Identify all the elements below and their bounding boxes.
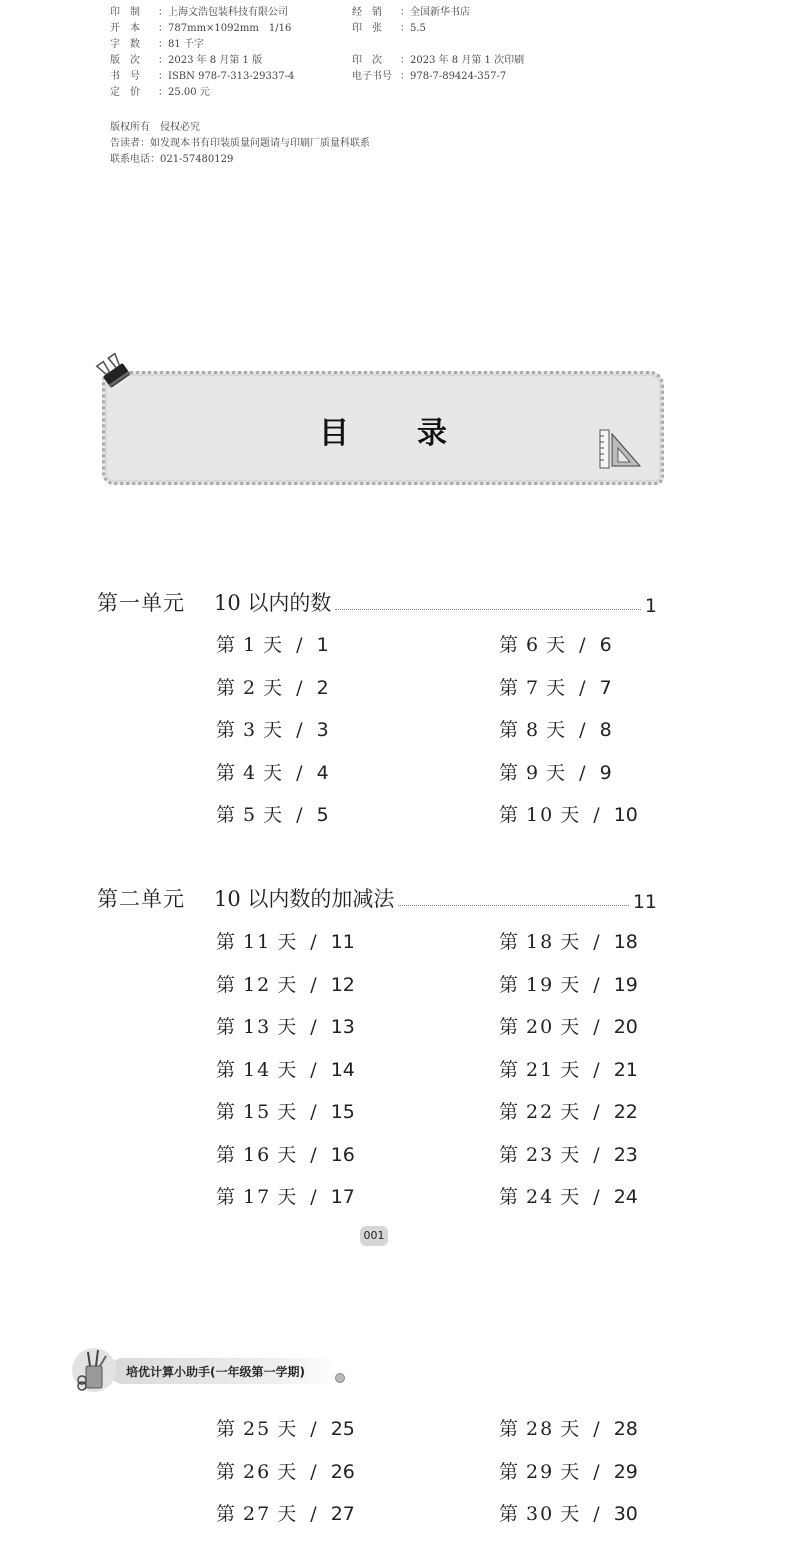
day-number: 3	[243, 719, 258, 741]
separator-slash: /	[302, 1460, 327, 1483]
day-number: 16	[243, 1143, 272, 1166]
day-suffix: 天	[560, 1101, 582, 1123]
toc-entry[interactable]	[499, 1499, 638, 1526]
day-prefix: 第	[499, 931, 521, 953]
day-suffix: 天	[263, 719, 285, 741]
stationery-cup-icon	[70, 1346, 122, 1394]
day-number: 18	[526, 931, 555, 953]
day-number: 12	[243, 973, 272, 996]
day-prefix: 第	[216, 1418, 238, 1440]
entry-page-number: 17	[330, 1186, 355, 1208]
entry-page-number: 22	[613, 1101, 638, 1123]
entry-page-number: 2	[316, 676, 329, 699]
toc-entry[interactable]	[216, 1414, 355, 1441]
unit-title: 10 以内的数	[214, 591, 332, 615]
toc-entry[interactable]	[216, 927, 355, 954]
entry-page-number: 16	[330, 1143, 355, 1166]
day-suffix: 天	[277, 973, 299, 996]
entry-page-number: 19	[613, 973, 638, 996]
day-suffix: 天	[277, 1101, 299, 1123]
day-prefix: 第	[499, 1460, 521, 1483]
day-prefix: 第	[499, 634, 521, 656]
day-suffix: 天	[546, 634, 568, 656]
toc-entry[interactable]	[499, 1140, 638, 1167]
separator-slash: /	[585, 973, 610, 996]
day-prefix: 第	[499, 1143, 521, 1166]
toc-entry[interactable]	[216, 1457, 355, 1484]
unit-page-number: 11	[632, 891, 657, 913]
separator-slash: /	[288, 761, 313, 784]
unit-label: 第一单元	[97, 591, 185, 615]
toc-entry[interactable]	[499, 758, 612, 785]
day-prefix: 第	[499, 676, 521, 699]
separator-slash: /	[302, 973, 327, 996]
day-prefix: 第	[216, 676, 238, 699]
entry-page-number: 13	[330, 1016, 355, 1038]
separator-slash: /	[288, 634, 313, 656]
day-suffix: 天	[277, 1143, 299, 1166]
separator-slash: /	[571, 761, 596, 784]
day-prefix: 第	[216, 1460, 238, 1483]
day-number: 21	[526, 1058, 555, 1081]
toc-entry[interactable]	[499, 1414, 638, 1441]
colophon-distributor: 经 销 ：全国新华书店	[352, 7, 470, 18]
copyright-line: 版权所有 侵权必究	[110, 122, 200, 133]
toc-entry[interactable]	[216, 1140, 355, 1167]
separator-slash: /	[585, 1101, 610, 1123]
entry-page-number: 12	[330, 973, 355, 996]
separator-slash: /	[585, 1503, 610, 1525]
entry-page-number: 11	[330, 931, 355, 953]
day-suffix: 天	[560, 1058, 582, 1081]
day-prefix: 第	[216, 1503, 238, 1525]
day-number: 17	[243, 1186, 272, 1208]
day-prefix: 第	[499, 1016, 521, 1038]
bullet-dot-icon	[335, 1373, 345, 1383]
toc-entry[interactable]	[499, 970, 638, 997]
separator-slash: /	[302, 1016, 327, 1038]
day-suffix: 天	[277, 1016, 299, 1038]
unit-label: 第二单元	[97, 887, 185, 911]
day-prefix: 第	[216, 804, 238, 826]
separator-slash: /	[302, 1418, 327, 1440]
day-suffix: 天	[560, 931, 582, 953]
day-prefix: 第	[499, 719, 521, 741]
day-suffix: 天	[560, 1503, 582, 1525]
day-number: 11	[243, 931, 272, 953]
colophon-isbn: 书 号 ：ISBN 978-7-313-29337-4	[110, 71, 295, 82]
unit-heading-2[interactable]	[97, 883, 657, 913]
day-number: 9	[526, 761, 541, 784]
entry-page-number: 27	[330, 1503, 355, 1525]
entry-page-number: 8	[599, 719, 612, 741]
day-suffix: 天	[546, 676, 568, 699]
separator-slash: /	[288, 804, 313, 826]
separator-slash: /	[288, 676, 313, 699]
day-number: 10	[526, 804, 555, 826]
unit-page-number: 1	[644, 595, 657, 617]
day-suffix: 天	[560, 973, 582, 996]
separator-slash: /	[585, 1418, 610, 1440]
day-number: 7	[526, 676, 541, 699]
toc-entry[interactable]	[216, 1097, 355, 1124]
day-prefix: 第	[499, 1101, 521, 1123]
day-prefix: 第	[499, 1186, 521, 1208]
separator-slash: /	[302, 1186, 327, 1208]
day-prefix: 第	[499, 1058, 521, 1081]
entry-page-number: 29	[613, 1460, 638, 1483]
contact-phone: 联系电话：021-57480129	[110, 154, 234, 165]
unit-heading-1[interactable]	[97, 587, 657, 617]
entry-page-number: 18	[613, 931, 638, 953]
colophon-sheets: 印 张 ：5.5	[352, 23, 426, 34]
entry-page-number: 23	[613, 1143, 638, 1166]
separator-slash: /	[302, 931, 327, 953]
entry-page-number: 24	[613, 1186, 638, 1208]
day-suffix: 天	[560, 1418, 582, 1440]
day-suffix: 天	[277, 1418, 299, 1440]
colophon-format: 开 本 ：787mm×1092mm 1/16	[110, 23, 292, 34]
day-prefix: 第	[216, 1186, 238, 1208]
day-prefix: 第	[499, 761, 521, 784]
day-number: 29	[526, 1460, 555, 1483]
separator-slash: /	[302, 1058, 327, 1081]
toc-title: 目录	[319, 416, 515, 451]
separator-slash: /	[302, 1503, 327, 1525]
toc-entry[interactable]	[216, 758, 329, 785]
entry-page-number: 7	[599, 676, 612, 699]
dot-leader	[335, 608, 641, 610]
day-number: 8	[526, 719, 541, 741]
day-suffix: 天	[560, 804, 582, 826]
day-suffix: 天	[277, 1058, 299, 1081]
toc-entry[interactable]	[499, 1012, 638, 1039]
day-number: 1	[243, 634, 258, 656]
day-suffix: 天	[560, 1143, 582, 1166]
toc-entry[interactable]	[216, 1499, 355, 1526]
separator-slash: /	[571, 719, 596, 741]
toc-entry[interactable]	[216, 970, 355, 997]
toc-entry[interactable]	[499, 630, 612, 657]
entry-page-number: 21	[613, 1058, 638, 1081]
toc-entry[interactable]	[499, 1182, 638, 1209]
day-suffix: 天	[560, 1460, 582, 1483]
day-number: 19	[526, 973, 555, 996]
dot-leader	[398, 904, 628, 906]
day-suffix: 天	[277, 1503, 299, 1525]
colophon-printing: 印 次 ：2023 年 8 月第 1 次印刷	[352, 55, 525, 66]
separator-slash: /	[585, 1016, 610, 1038]
day-suffix: 天	[277, 1186, 299, 1208]
entry-page-number: 25	[330, 1418, 355, 1440]
entry-page-number: 26	[330, 1460, 355, 1483]
colophon-edition: 版 次 ：2023 年 8 月第 1 版	[110, 55, 263, 66]
toc-entry[interactable]	[499, 800, 638, 827]
separator-slash: /	[571, 676, 596, 699]
day-number: 23	[526, 1143, 555, 1166]
entry-page-number: 30	[613, 1503, 638, 1525]
entry-page-number: 1	[316, 634, 329, 656]
separator-slash: /	[571, 634, 596, 656]
day-number: 14	[243, 1058, 272, 1081]
toc-entry[interactable]	[216, 800, 329, 827]
ruler-triangle-icon	[598, 428, 644, 470]
day-number: 22	[526, 1101, 555, 1123]
entry-page-number: 3	[316, 719, 329, 741]
entry-page-number: 10	[613, 804, 638, 826]
day-number: 15	[243, 1101, 272, 1123]
page-number-badge: 001	[360, 1226, 388, 1246]
entry-page-number: 4	[316, 761, 329, 784]
separator-slash: /	[585, 1058, 610, 1081]
toc-entry[interactable]	[216, 1055, 355, 1082]
unit-title: 10 以内数的加减法	[214, 887, 395, 911]
colophon-print: 印 制 ：上海文浩包装科技有限公司	[110, 7, 288, 18]
day-suffix: 天	[560, 1016, 582, 1038]
day-number: 6	[526, 634, 541, 656]
toc-entry[interactable]	[216, 630, 329, 657]
separator-slash: /	[302, 1143, 327, 1166]
entry-page-number: 20	[613, 1016, 638, 1038]
day-number: 28	[526, 1418, 555, 1440]
day-number: 13	[243, 1016, 272, 1038]
day-prefix: 第	[216, 1016, 238, 1038]
entry-page-number: 6	[599, 634, 612, 656]
day-suffix: 天	[263, 676, 285, 699]
day-suffix: 天	[546, 761, 568, 784]
day-number: 27	[243, 1503, 272, 1525]
day-suffix: 天	[263, 761, 285, 784]
day-number: 25	[243, 1418, 272, 1440]
day-prefix: 第	[499, 1503, 521, 1525]
separator-slash: /	[585, 931, 610, 953]
separator-slash: /	[585, 1460, 610, 1483]
day-suffix: 天	[277, 1460, 299, 1483]
day-suffix: 天	[560, 1186, 582, 1208]
day-prefix: 第	[216, 719, 238, 741]
toc-entry[interactable]	[499, 1457, 638, 1484]
toc-entry[interactable]	[499, 715, 612, 742]
separator-slash: /	[585, 1143, 610, 1166]
colophon-price: 定 价 ：25.00 元	[110, 87, 210, 98]
day-prefix: 第	[499, 1418, 521, 1440]
toc-entry[interactable]	[216, 1182, 355, 1209]
day-number: 2	[243, 676, 258, 699]
entry-page-number: 28	[613, 1418, 638, 1440]
entry-page-number: 9	[599, 761, 612, 784]
entry-page-number: 5	[316, 804, 329, 826]
toc-entry[interactable]	[499, 673, 612, 700]
day-prefix: 第	[216, 761, 238, 784]
toc-entry[interactable]	[499, 927, 638, 954]
colophon-ebook-number: 电子书号 ：978-7-89424-357-7	[352, 71, 507, 82]
toc-entry[interactable]	[216, 1012, 355, 1039]
day-suffix: 天	[263, 804, 285, 826]
day-prefix: 第	[216, 1143, 238, 1166]
toc-entry[interactable]	[499, 1097, 638, 1124]
day-number: 20	[526, 1016, 555, 1038]
day-prefix: 第	[499, 973, 521, 996]
day-number: 4	[243, 761, 258, 784]
running-header-title: 培优计算小助手(一年级第一学期)	[126, 1365, 305, 1379]
day-prefix: 第	[216, 931, 238, 953]
toc-banner	[102, 371, 664, 485]
day-prefix: 第	[216, 1101, 238, 1123]
binder-clip-icon	[95, 353, 135, 393]
day-number: 30	[526, 1503, 555, 1525]
day-suffix: 天	[546, 719, 568, 741]
day-number: 26	[243, 1460, 272, 1483]
entry-page-number: 15	[330, 1101, 355, 1123]
day-prefix: 第	[216, 973, 238, 996]
separator-slash: /	[585, 1186, 610, 1208]
day-suffix: 天	[263, 634, 285, 656]
day-prefix: 第	[216, 1058, 238, 1081]
day-number: 5	[243, 804, 258, 826]
toc-entry[interactable]	[216, 673, 329, 700]
toc-entry[interactable]	[216, 715, 329, 742]
day-prefix: 第	[499, 804, 521, 826]
separator-slash: /	[288, 719, 313, 741]
day-prefix: 第	[216, 634, 238, 656]
toc-entry[interactable]	[499, 1055, 638, 1082]
separator-slash: /	[302, 1101, 327, 1123]
reader-notice: 告读者：如发现本书有印装质量问题请与印刷厂质量科联系	[110, 138, 370, 149]
colophon-wordcount: 字 数 ：81 千字	[110, 39, 204, 50]
day-suffix: 天	[277, 931, 299, 953]
day-number: 24	[526, 1186, 555, 1208]
entry-page-number: 14	[330, 1058, 355, 1081]
separator-slash: /	[585, 804, 610, 826]
